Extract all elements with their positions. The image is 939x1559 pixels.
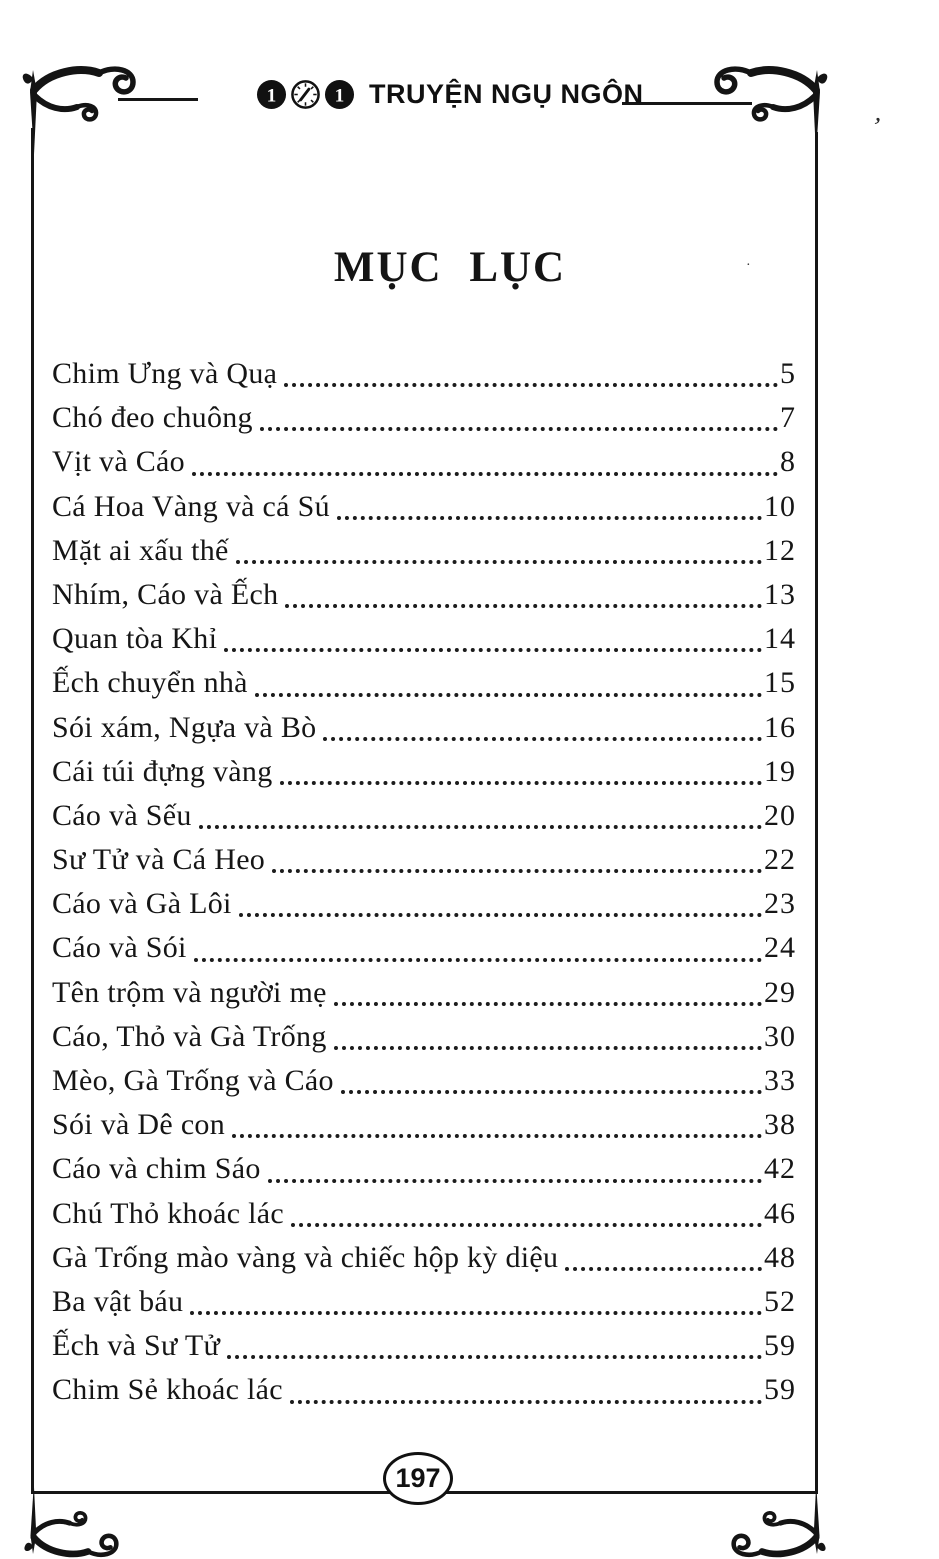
toc-entry-title: Quan tòa Khỉ: [52, 622, 218, 656]
toc-entry-page: 29: [764, 975, 796, 1009]
toc-entry: [52, 573, 796, 617]
corner-flourish-icon: [23, 1484, 123, 1559]
toc-entry: [52, 706, 796, 750]
dot-leader: [260, 427, 778, 431]
toc-entry-title: Cáo, Thỏ và Gà Trống: [52, 1019, 327, 1053]
frame-border-right: [815, 132, 818, 1494]
toc-entry-page: 12: [764, 533, 796, 567]
toc-entry-page: 52: [764, 1284, 796, 1318]
svg-text:1: 1: [266, 85, 277, 107]
dot-leader: [290, 1400, 762, 1404]
toc-entry: [52, 485, 796, 529]
dot-leader: [291, 1223, 762, 1227]
page-title: MỤC LỤC: [333, 244, 567, 291]
toc-entry-page: 30: [764, 1019, 796, 1053]
page-number: 197: [395, 1463, 441, 1493]
toc-entry-page: 59: [764, 1329, 796, 1363]
toc-entry-title: Chú Thỏ khoác lác: [52, 1196, 284, 1230]
toc-entry: [52, 529, 796, 573]
dot-leader: [284, 383, 778, 387]
toc-entry-page: 38: [764, 1108, 796, 1142]
table-of-contents: [52, 352, 796, 1413]
toc-entry-title: Sói và Dê con: [52, 1108, 226, 1142]
toc-entry-title: Cá Hoa Vàng và cá Sú: [52, 489, 330, 523]
toc-entry-title: Chim Ưng và Quạ: [52, 357, 278, 390]
dot-leader: [565, 1267, 762, 1271]
toc-entry: [52, 971, 796, 1015]
dot-leader: [268, 1179, 762, 1183]
corner-flourish-icon: [21, 64, 141, 154]
toc-entry-page: 19: [764, 754, 796, 788]
toc-entry-page: 15: [764, 666, 796, 700]
dot-leader: [190, 1311, 762, 1315]
dot-leader: [337, 516, 762, 520]
toc-entry-page: 33: [764, 1064, 796, 1097]
toc-entry-title: Mặt ai xấu thế: [52, 533, 229, 567]
toc-entry-page: 24: [764, 931, 796, 965]
dot-leader: [255, 693, 762, 697]
dot-leader: [285, 604, 762, 608]
toc-entry: [52, 1280, 796, 1324]
toc-entry: [52, 1324, 796, 1368]
toc-entry: [52, 661, 796, 705]
toc-entry-title: Cáo và chim Sáo: [52, 1152, 261, 1186]
toc-entry-page: 13: [764, 577, 796, 611]
toc-entry-title: Gà Trống mào vàng và chiếc hộp kỳ diệu: [52, 1240, 559, 1274]
svg-text:1: 1: [334, 85, 345, 107]
dot-leader: [334, 1002, 762, 1006]
toc-entry-page: 10: [764, 489, 796, 523]
toc-entry-title: Cáo và Sói: [52, 931, 187, 965]
series-title: TRUYỆN NGỤ NGÔN: [369, 79, 644, 109]
toc-entry-title: Cáo và Gà Lôi: [52, 887, 232, 921]
toc-entry-title: Ếch chuyển nhà: [52, 666, 248, 700]
dot-leader: [224, 648, 762, 652]
corner-flourish-icon: [727, 1484, 827, 1559]
dot-leader: [192, 472, 778, 476]
dot-leader: [239, 913, 762, 917]
toc-entry-title: Ba vật báu: [52, 1284, 184, 1318]
page-number-badge: [383, 1452, 453, 1505]
toc-entry: [52, 1059, 796, 1103]
toc-entry: [52, 1368, 796, 1412]
header-rule-left: [118, 98, 198, 101]
dot-leader: [341, 1090, 762, 1094]
toc-entry-page: 59: [764, 1373, 796, 1407]
dot-leader: [232, 1134, 762, 1138]
toc-entry-page: 5: [780, 357, 796, 390]
toc-entry-title: Tên trộm và người mẹ: [52, 975, 327, 1009]
toc-entry-page: 23: [764, 887, 796, 921]
toc-entry: [52, 1236, 796, 1280]
toc-entry: [52, 617, 796, 661]
toc-entry-page: 7: [780, 401, 796, 435]
toc-entry-page: 8: [780, 445, 796, 479]
series-logo: [256, 79, 644, 110]
toc-entry-page: 22: [764, 843, 796, 877]
toc-entry-title: Chó đeo chuông: [52, 401, 253, 435]
toc-entry-page: 16: [764, 710, 796, 744]
toc-entry: [52, 396, 796, 440]
toc-entry-title: Nhím, Cáo và Ếch: [52, 577, 279, 611]
ink-speck: ’: [869, 111, 884, 142]
digit-zero-clock-icon: [290, 79, 321, 110]
digit-one-circle-icon: [324, 79, 355, 110]
toc-entry: [52, 440, 796, 484]
dot-leader: [236, 560, 762, 564]
dot-leader: [334, 1046, 762, 1050]
toc-entry-title: Sư Tử và Cá Heo: [52, 843, 266, 877]
toc-entry: [52, 1192, 796, 1236]
dot-leader: [272, 869, 762, 873]
dot-leader: [227, 1355, 762, 1359]
frame-border-left: [31, 128, 34, 1494]
dot-leader: [199, 825, 762, 829]
toc-entry-page: 14: [764, 622, 796, 656]
dot-leader: [323, 737, 762, 741]
toc-entry: [52, 1147, 796, 1191]
dot-leader: [280, 781, 762, 785]
toc-entry-title: Ếch và Sư Tử: [52, 1329, 221, 1363]
toc-entry: [52, 352, 796, 396]
toc-entry-title: Cáo và Sếu: [52, 798, 192, 832]
dot-leader: [194, 958, 762, 962]
toc-entry-page: 46: [764, 1196, 796, 1230]
toc-entry-title: Cái túi đựng vàng: [52, 754, 273, 788]
toc-entry-page: 42: [764, 1152, 796, 1186]
toc-entry: [52, 882, 796, 926]
toc-entry-title: Vịt và Cáo: [52, 445, 185, 479]
toc-entry: [52, 1015, 796, 1059]
toc-entry-title: Mèo, Gà Trống và Cáo: [52, 1064, 334, 1097]
toc-entry: [52, 1103, 796, 1147]
ink-speck: ·: [746, 258, 751, 273]
digit-one-circle-icon: [256, 79, 287, 110]
toc-entry: [52, 838, 796, 882]
toc-entry: [52, 926, 796, 970]
toc-entry-title: Chim Sẻ khoác lác: [52, 1373, 283, 1407]
toc-entry-title: Sói xám, Ngựa và Bò: [52, 710, 317, 744]
corner-flourish-icon: [709, 64, 829, 154]
toc-entry-page: 20: [764, 798, 796, 832]
toc-entry-page: 48: [764, 1240, 796, 1274]
toc-entry: [52, 794, 796, 838]
toc-entry: [52, 750, 796, 794]
